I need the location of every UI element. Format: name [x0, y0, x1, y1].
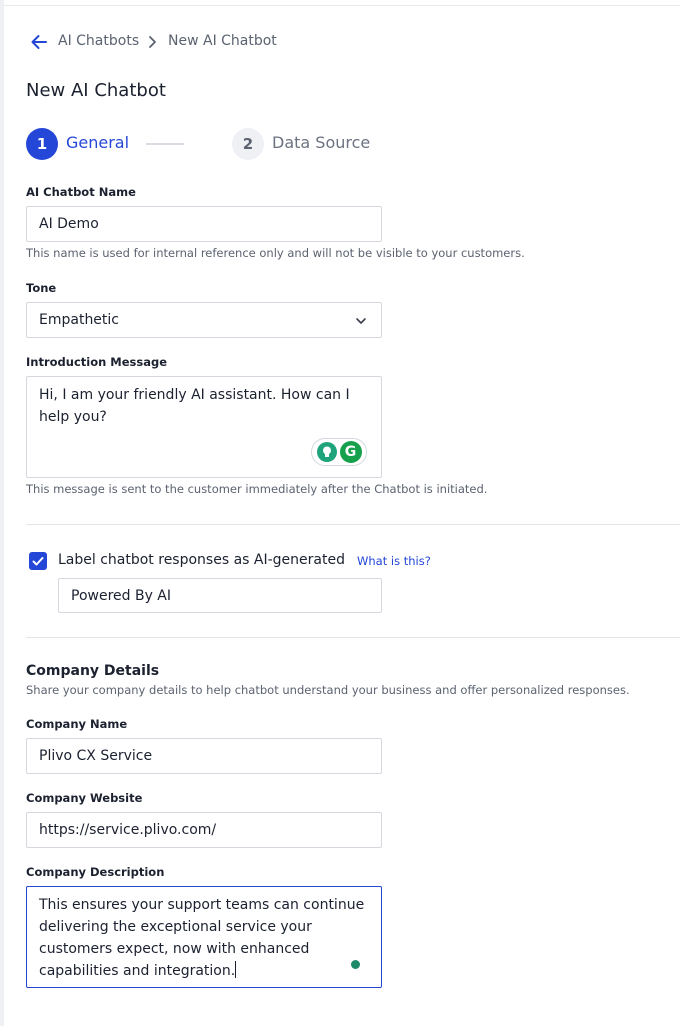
stepper-connector: [146, 143, 184, 145]
ai-label-checkbox[interactable]: [29, 552, 47, 570]
ai-label-checkbox-label[interactable]: Label chatbot responses as AI-generated: [58, 552, 345, 568]
text-cursor: [235, 961, 236, 978]
company-website-label: Company Website: [26, 791, 143, 805]
breadcrumb-current: New AI Chatbot: [168, 33, 277, 49]
chatbot-name-helper: This name is used for internal reference only and will not be visible to your customers.: [26, 246, 525, 260]
step-1-label[interactable]: General: [66, 133, 130, 152]
tone-selected-value: Empathetic: [39, 312, 120, 328]
company-description-label: Company Description: [26, 865, 165, 879]
company-details-subtitle: Share your company details to help chatbot understand your business and offer personalized responses.: [26, 683, 630, 697]
grammarly-widget[interactable]: [311, 438, 367, 466]
page-title: New AI Chatbot: [26, 80, 166, 101]
window-frame-left: [0, 0, 4, 1026]
intro-message-label: Introduction Message: [26, 355, 168, 369]
company-name-input[interactable]: Plivo CX Service: [26, 738, 382, 774]
step-2-number[interactable]: 2: [232, 128, 264, 160]
company-description-textarea[interactable]: [26, 886, 382, 988]
chatbot-name-input[interactable]: AI Demo: [26, 206, 382, 242]
tone-select[interactable]: [26, 302, 382, 338]
company-name-label: Company Name: [26, 717, 128, 731]
intro-message-helper: This message is sent to the customer immediately after the Chatbot is initiated.: [26, 482, 488, 496]
company-website-input[interactable]: https://service.plivo.com/: [26, 812, 382, 848]
window-frame-top: [4, 5, 680, 6]
breadcrumb-parent-link[interactable]: AI Chatbots: [58, 33, 140, 49]
grammarly-icon: G: [340, 441, 362, 463]
back-arrow-icon[interactable]: [28, 31, 50, 53]
ai-label-text-input[interactable]: Powered By AI: [58, 578, 382, 613]
what-is-this-link[interactable]: What is this?: [357, 554, 431, 568]
grammarly-status-icon[interactable]: [351, 960, 360, 969]
company-details-title: Company Details: [26, 663, 160, 679]
lightbulb-icon: [317, 442, 337, 462]
section-divider: [26, 524, 680, 525]
company-description-text: This ensures your support teams can continue delivering the exceptional service your customers expect, now with enhanced capabilities and integration.: [39, 897, 365, 979]
step-2-label[interactable]: Data Source: [272, 133, 371, 152]
intro-message-textarea[interactable]: Hi, I am your friendly AI assistant. How can I help you?: [26, 376, 382, 478]
chevron-right-icon: [146, 33, 160, 51]
chevron-down-icon: [355, 315, 367, 327]
section-divider: [26, 637, 680, 638]
tone-label: Tone: [26, 281, 57, 295]
chatbot-name-label: AI Chatbot Name: [26, 185, 136, 199]
checkmark-icon: [31, 554, 45, 568]
step-1-number[interactable]: 1: [26, 128, 58, 160]
